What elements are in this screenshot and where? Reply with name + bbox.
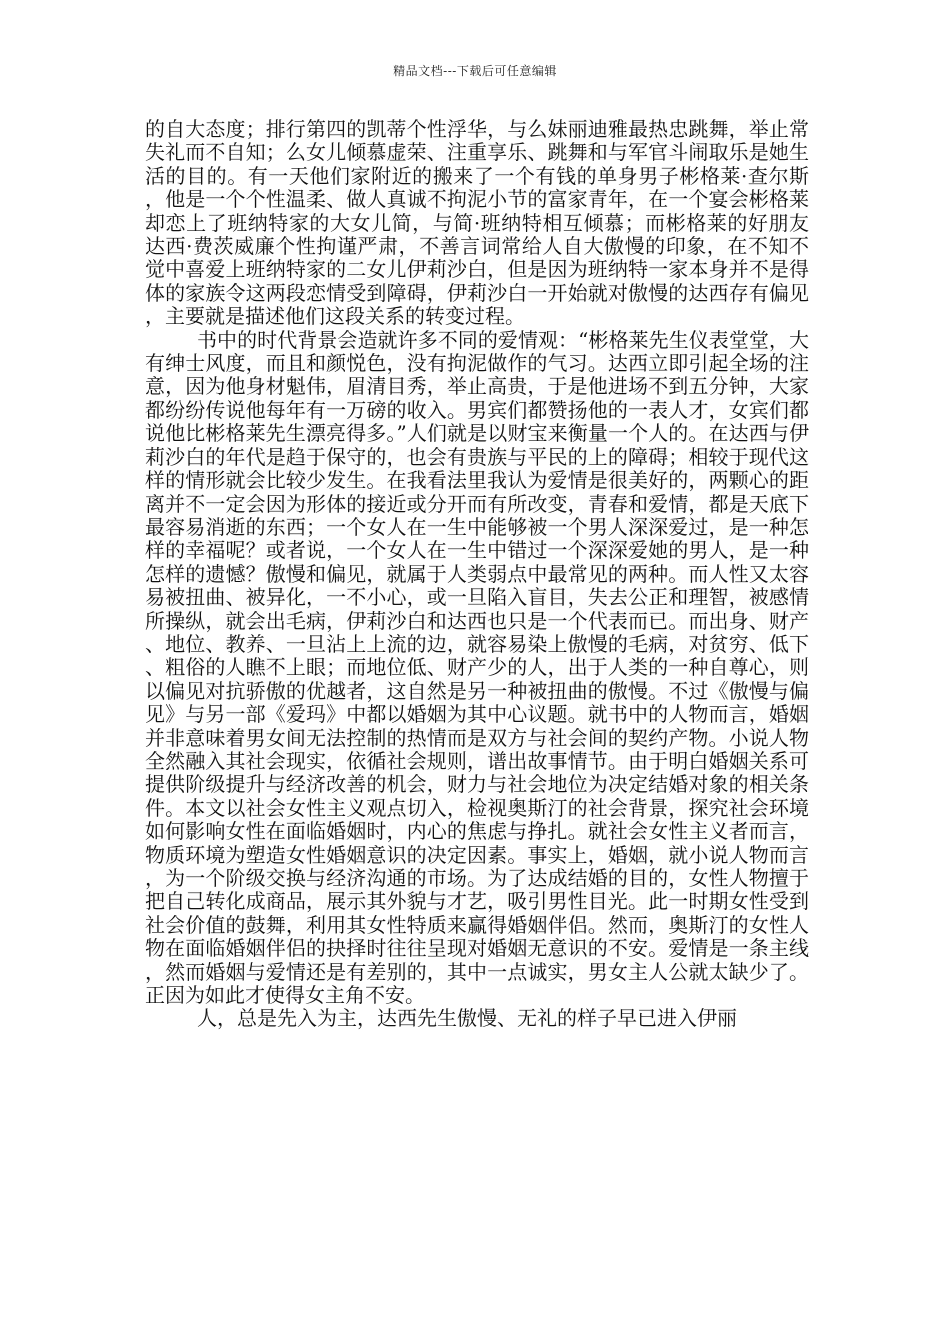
paragraph-1: 的自大态度；排行第四的凯蒂个性浮华，与么妹丽迪雅最热忠跳舞，举止常失礼而不自知；么女儿倾慕虚荣、注重享乐、跳舞和与军官斗闹取乐是她生活的目的。有一天他们家附近的搬来了一个有钱的单身男子彬格莱·查尔斯，他是一个个性温柔、做人真诚不拘泥小节的富家青年，在一个宴会彬格莱却恋上了班纳特家的大女儿简，与简·班纳特相互倾慕；而彬格莱的好朋友达西·费茨威廉个性拘谨严肃，不善言词常给人自大傲慢的印象，在不知不觉中喜爱上班纳特家的二女儿伊莉沙白，但是因为班纳特一家本身并不是得体的家族令这两段恋情受到障碍，伊莉沙白一开始就对傲慢的达西存有偏见，主要就是描述他们这段关系的转变过程。	[145, 117, 809, 329]
paragraph-2: 书中的时代背景会造就许多不同的爱情观：“彬格莱先生仪表堂堂，大有绅士风度，而且和颜悦色，没有拘泥做作的气习。达西立即引起全场的注意，因为他身材魁伟，眉清目秀，举止高贵，于是他进场不到五分钟，大家都纷纷传说他每年有一万磅的收入。男宾们都赞扬他的一表人才，女宾们都说他比彬格莱先生漂亮得多。”人们就是以财宝来衡量一个人的。在达西与伊莉沙白的年代是趋于保守的，也会有贵族与平民的上的障碍；相较于现代这样的情形就会比较少发生。在我看法里我认为爱情是很美好的，两颗心的距离并不一定会因为形体的接近或分开而有所改变，青春和爱情，都是天底下最容易消逝的东西；一个女人在一生中能够被一个男人深深爱过，是一种怎样的幸福呢？或者说，一个女人在一生中错过一个深深爱她的男人，是一种怎样的遗憾？傲慢和偏见，就属于人类弱点中最常见的两种。而人性又太容易被扭曲、被异化，一不小心，或一旦陷入盲目，失去公正和理智，被感情所操纵，就会出毛病，伊莉沙白和达西也只是一个代表而已。而出身、财产、地位、教养、一旦沾上上流的边，就容易染上傲慢的毛病，对贫穷、低下、粗俗的人瞧不上眼；而地位低、财产少的人，出于人类的一种自尊心，则以偏见对抗骄傲的优越者，这自然是另一种被扭曲的傲慢。不过《傲慢与偏见》与另一部《爱玛》中都以婚姻为其中心议题。就书中的人物而言，婚姻并非意味着男女间无法控制的热情而是双方与社会间的契约产物。小说人物全然融入其社会现实，依循社会规则，谱出故事情节。由于明白婚姻关系可提供阶级提升与经济改善的机会，财力与社会地位为决定结婚对象的相关条件。本文以社会女性主义观点切入，检视奥斯汀的社会背景，探究社会环境如何影响女性在面临婚姻时，内心的焦虑与挣扎。就社会女性主义者而言，物质环境为塑造女性婚姻意识的决定因素。事实上，婚姻，就小说人物而言，为一个阶级交换与经济沟通的市场。为了达成结婚的目的，女性人物擅于把自己转化成商品，展示其外貌与才艺，吸引男性目光。此一时期女性受到社会价值的鼓舞，利用其女性特质来赢得婚姻伴侣。然而，奥斯汀的女性人物在面临婚姻伴侣的抉择时往往呈现对婚姻无意识的不安。爱情是一条主线，然而婚姻与爱情还是有差别的，其中一点诚实，男女主人公就太缺少了。正因为如此才使得女主角不安。	[145, 327, 809, 1008]
document-body	[145, 118, 809, 1031]
page-header: 精品文档---下载后可任意编辑	[393, 64, 557, 78]
paragraph-3: 人，总是先入为主，达西先生傲慢、无礼的样子早已进入伊丽	[197, 1006, 737, 1031]
